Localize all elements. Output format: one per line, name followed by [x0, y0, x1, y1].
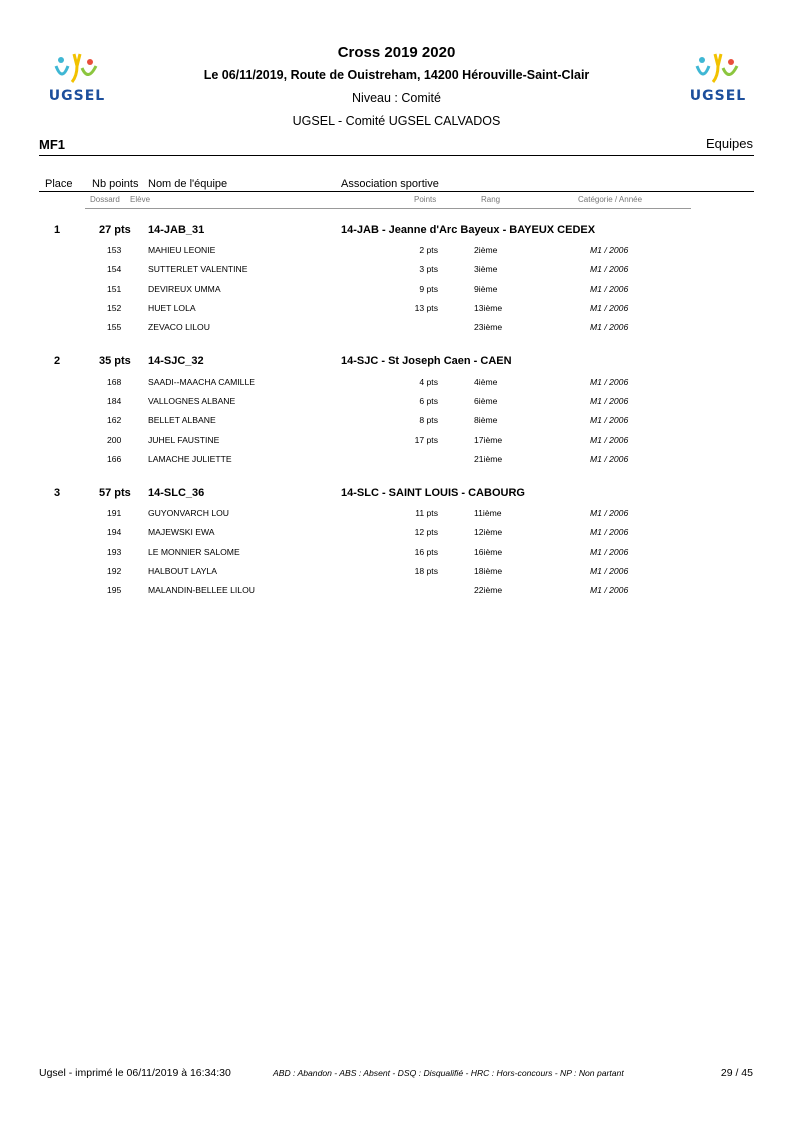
col-dossard: Dossard [90, 195, 120, 204]
member-category: M1 / 2006 [590, 415, 629, 425]
member-row [0, 377, 793, 391]
member-points: 2 pts [419, 245, 438, 255]
member-dossard: 192 [107, 566, 122, 576]
team-association: 14-JAB - Jeanne d'Arc Bayeux - BAYEUX CEDEX [341, 224, 596, 236]
footer-legend: ABD : Abandon - ABS : Absent - DSQ : Disqualifié - HRC : Hors-concours - NP : Non partant [273, 1068, 624, 1078]
member-row [0, 264, 793, 278]
member-name: SUTTERLET VALENTINE [148, 264, 248, 274]
member-dossard: 166 [107, 454, 122, 464]
member-row [0, 566, 793, 580]
member-rang: 8ième [474, 415, 498, 425]
member-name: GUYONVARCH LOU [148, 508, 230, 518]
member-category: M1 / 2006 [590, 245, 629, 255]
member-dossard: 162 [107, 415, 122, 425]
member-category: M1 / 2006 [590, 454, 629, 464]
member-rang: 16ième [474, 547, 503, 557]
member-category: M1 / 2006 [590, 284, 629, 294]
col-eleve: Elève [130, 195, 151, 204]
member-rang: 2ième [474, 245, 498, 255]
team-row [0, 355, 793, 371]
member-row [0, 322, 793, 336]
team-name: 14-JAB_31 [148, 224, 205, 236]
team-name: 14-SLC_36 [148, 487, 205, 499]
member-rang: 3ième [474, 264, 498, 274]
member-points: 6 pts [419, 396, 438, 406]
member-rang: 17ième [474, 435, 503, 445]
member-points: 18 pts [414, 566, 438, 576]
member-dossard: 153 [107, 245, 122, 255]
member-category: M1 / 2006 [590, 396, 629, 406]
subheader-divider [85, 208, 691, 209]
col-place: Place [45, 178, 73, 190]
member-points: 9 pts [419, 284, 438, 294]
member-name: HUET LOLA [148, 303, 196, 313]
member-category: M1 / 2006 [590, 435, 629, 445]
member-rang: 22ième [474, 585, 503, 595]
member-rang: 21ième [474, 454, 503, 464]
member-dossard: 193 [107, 547, 122, 557]
member-rang: 4ième [474, 377, 498, 387]
member-points: 12 pts [414, 527, 438, 537]
member-name: SAADI--MAACHA CAMILLE [148, 377, 255, 387]
member-points: 3 pts [419, 264, 438, 274]
team-association: 14-SLC - SAINT LOUIS - CABOURG [341, 487, 525, 499]
member-rang: 6ième [474, 396, 498, 406]
member-points: 11 pts [415, 508, 438, 518]
member-points: 8 pts [419, 415, 438, 425]
team-points: 35 pts [99, 355, 131, 367]
member-dossard: 155 [107, 322, 122, 332]
member-rang: 18ième [474, 566, 503, 576]
member-row [0, 508, 793, 522]
level: Niveau : Comité [352, 91, 441, 105]
member-row [0, 415, 793, 429]
logo-text: UGSEL [48, 88, 106, 104]
member-points: 16 pts [414, 547, 438, 557]
member-name: LAMACHE JULIETTE [148, 454, 232, 464]
team-name: 14-SJC_32 [148, 355, 204, 367]
team-place: 1 [54, 224, 61, 236]
member-dossard: 152 [107, 303, 122, 313]
member-row [0, 284, 793, 298]
col-categorie: Catégorie / Année [578, 195, 643, 204]
member-dossard: 191 [107, 508, 122, 518]
page-number: 29 / 45 [720, 1067, 753, 1079]
member-name: MALANDIN-BELLEE LILOU [148, 585, 255, 595]
member-name: LE MONNIER SALOME [148, 547, 240, 557]
member-name: MAJEWSKI EWA [148, 527, 215, 537]
header-divider [39, 155, 754, 156]
member-name: VALLOGNES ALBANE [148, 396, 236, 406]
member-row [0, 245, 793, 259]
member-row [0, 527, 793, 541]
member-name: BELLET ALBANE [148, 415, 216, 425]
member-category: M1 / 2006 [590, 377, 629, 387]
member-points: 13 pts [414, 303, 438, 313]
event-subtitle: Le 06/11/2019, Route de Ouistreham, 14200 Hérouville-Saint-Clair [203, 68, 590, 82]
team-row [0, 224, 793, 240]
col-member-points: Points [414, 195, 437, 204]
member-row [0, 585, 793, 599]
member-category: M1 / 2006 [590, 322, 629, 332]
member-name: MAHIEU LEONIE [148, 245, 216, 255]
team-row [0, 487, 793, 503]
member-dossard: 200 [107, 435, 122, 445]
member-dossard: 195 [107, 585, 122, 595]
column-divider [39, 191, 754, 192]
team-place: 3 [54, 487, 61, 499]
member-rang: 23ième [474, 322, 503, 332]
member-category: M1 / 2006 [590, 547, 629, 557]
member-dossard: 168 [107, 377, 122, 387]
member-row [0, 547, 793, 561]
member-category: M1 / 2006 [590, 527, 629, 537]
member-row [0, 435, 793, 449]
footer-printed: Ugsel - imprimé le 06/11/2019 à 16:34:30 [39, 1067, 231, 1079]
member-category: M1 / 2006 [590, 508, 629, 518]
member-row [0, 396, 793, 410]
member-dossard: 184 [107, 396, 122, 406]
member-row [0, 454, 793, 468]
col-association: Association sportive [341, 178, 439, 190]
member-rang: 11ième [474, 508, 502, 518]
member-rang: 13ième [474, 303, 503, 313]
member-rang: 9ième [474, 284, 498, 294]
member-row [0, 303, 793, 317]
member-category: M1 / 2006 [590, 585, 629, 595]
member-points: 17 pts [414, 435, 438, 445]
member-name: ZEVACO LILOU [148, 322, 210, 332]
category-code: MF1 [39, 137, 65, 152]
organization: UGSEL - Comité UGSEL CALVADOS [292, 114, 501, 128]
member-name: DEVIREUX UMMA [148, 284, 221, 294]
team-points: 27 pts [99, 224, 131, 236]
member-points: 4 pts [419, 377, 438, 387]
col-rang: Rang [481, 195, 501, 204]
section-type: Equipes [706, 136, 753, 151]
member-category: M1 / 2006 [590, 264, 629, 274]
team-points: 57 pts [99, 487, 131, 499]
member-dossard: 154 [107, 264, 122, 274]
page-title: Cross 2019 2020 [337, 44, 456, 61]
member-rang: 12ième [474, 527, 503, 537]
member-category: M1 / 2006 [590, 303, 629, 313]
member-dossard: 194 [107, 527, 122, 537]
logo-text: UGSEL [689, 88, 747, 104]
member-category: M1 / 2006 [590, 566, 629, 576]
team-place: 2 [54, 355, 61, 367]
col-team: Nom de l'équipe [148, 178, 228, 190]
member-name: HALBOUT LAYLA [148, 566, 217, 576]
team-association: 14-SJC - St Joseph Caen - CAEN [341, 355, 512, 367]
member-name: JUHEL FAUSTINE [148, 435, 220, 445]
col-points: Nb points [92, 178, 139, 190]
member-dossard: 151 [107, 284, 122, 294]
